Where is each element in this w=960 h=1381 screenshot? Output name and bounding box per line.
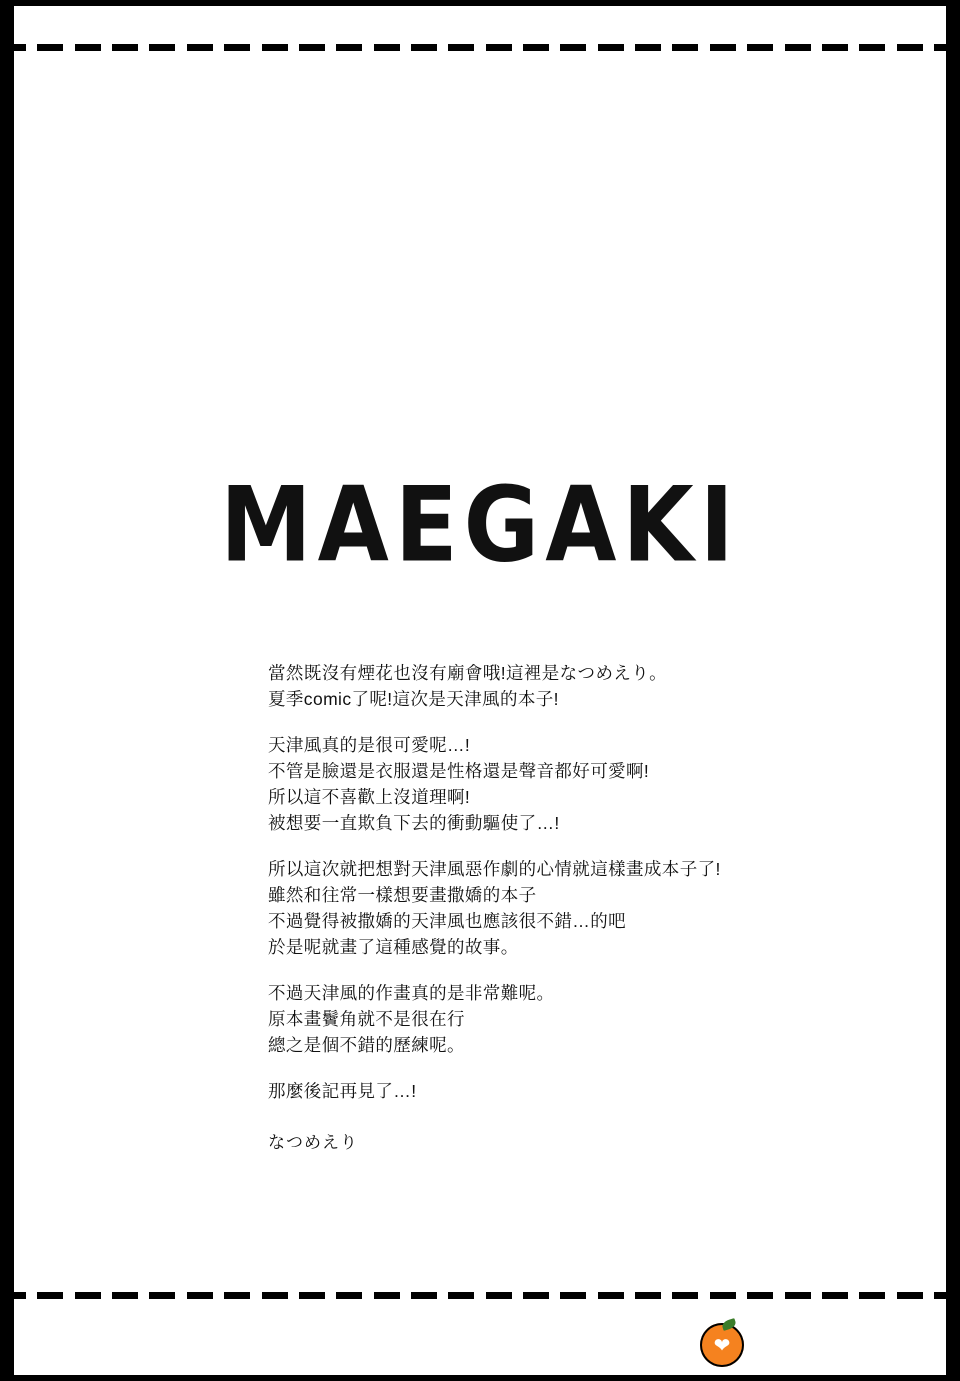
dash-segment bbox=[785, 44, 811, 51]
dash-segment bbox=[112, 1292, 138, 1299]
afterword-line: 被想要一直欺負下去的衝動驅使了…! bbox=[268, 813, 560, 833]
author-signature: なつめえり bbox=[268, 1133, 358, 1152]
dash-segment bbox=[299, 1292, 325, 1299]
dash-segment bbox=[747, 44, 773, 51]
watermark-text bbox=[752, 1324, 857, 1366]
heart-icon bbox=[700, 1323, 744, 1367]
dash-segment bbox=[822, 44, 848, 51]
dash-segment bbox=[448, 44, 474, 51]
dash-segment bbox=[149, 1292, 175, 1299]
afterword-body bbox=[268, 660, 888, 1156]
dash-segment bbox=[598, 1292, 624, 1299]
dash-segment bbox=[411, 44, 437, 51]
dash-segment bbox=[75, 44, 101, 51]
dash-segment bbox=[785, 1292, 811, 1299]
afterword-line: 天津風真的是很可愛呢…! bbox=[268, 735, 471, 755]
dash-segment bbox=[672, 1292, 698, 1299]
afterword-line: 不管是臉還是衣服還是性格還是聲音都好可愛啊! bbox=[268, 761, 650, 781]
dash-segment bbox=[635, 44, 661, 51]
dash-segment bbox=[560, 1292, 586, 1299]
dash-segment bbox=[37, 44, 63, 51]
dash-segment bbox=[710, 44, 736, 51]
afterword-line: 不過天津風的作畫真的是非常難呢。 bbox=[268, 983, 555, 1003]
dash-segment bbox=[822, 1292, 848, 1299]
dash-segment bbox=[448, 1292, 474, 1299]
dash-segment bbox=[560, 44, 586, 51]
afterword-line: 不過覺得被撒嬌的天津風也應該很不錯…的吧 bbox=[268, 911, 626, 931]
dash-segment bbox=[262, 1292, 288, 1299]
dash-segment bbox=[598, 44, 624, 51]
dash-segment bbox=[486, 44, 512, 51]
dash-segment bbox=[336, 1292, 362, 1299]
dash-segment bbox=[224, 44, 250, 51]
dash-segment bbox=[897, 1292, 923, 1299]
dash-segment bbox=[859, 1292, 885, 1299]
dash-segment bbox=[710, 1292, 736, 1299]
dash-segment bbox=[187, 44, 213, 51]
dash-segment bbox=[635, 1292, 661, 1299]
afterword-line: 於是呢就畫了這種感覺的故事。 bbox=[268, 937, 519, 957]
afterword-paragraph bbox=[268, 660, 888, 712]
page-title-wrapper bbox=[0, 465, 960, 586]
afterword-paragraph bbox=[268, 856, 888, 960]
dash-segment bbox=[187, 1292, 213, 1299]
dash-segment bbox=[747, 1292, 773, 1299]
afterword-paragraph bbox=[268, 980, 888, 1058]
site-url: 18comic.org bbox=[752, 1348, 857, 1367]
dash-segment bbox=[299, 44, 325, 51]
afterword-line: 所以這次就把想對天津風惡作劇的心情就這樣畫成本子了! bbox=[268, 859, 721, 879]
dash-segment bbox=[374, 1292, 400, 1299]
dash-segment bbox=[374, 44, 400, 51]
afterword-line: 夏季comic了呢!這次是天津風的本子! bbox=[268, 689, 559, 709]
dash-segment bbox=[672, 44, 698, 51]
dash-segment bbox=[0, 1292, 26, 1299]
site-name: 禁漫天堂 bbox=[752, 1323, 848, 1350]
dash-segment bbox=[934, 1292, 960, 1299]
site-watermark bbox=[700, 1317, 940, 1373]
afterword-line: 當然既沒有煙花也沒有廟會哦!這裡是なつめえり。 bbox=[268, 663, 668, 683]
afterword-line: 雖然和往常一樣想要畫撒嬌的本子 bbox=[268, 885, 537, 905]
dash-segment bbox=[897, 44, 923, 51]
dash-segment bbox=[75, 1292, 101, 1299]
leaf-icon bbox=[721, 1318, 737, 1331]
afterword-paragraph bbox=[268, 1078, 888, 1104]
dash-segment bbox=[262, 44, 288, 51]
dash-segment bbox=[934, 44, 960, 51]
afterword-line: 總之是個不錯的歷練呢。 bbox=[268, 1035, 465, 1055]
page-title: MAEGAKI bbox=[220, 465, 740, 586]
dash-segment bbox=[859, 44, 885, 51]
bottom-dashed-border bbox=[0, 1290, 960, 1300]
afterword-paragraph bbox=[268, 732, 888, 836]
afterword-line: 所以這不喜歡上沒道理啊! bbox=[268, 787, 471, 807]
dash-segment bbox=[486, 1292, 512, 1299]
dash-segment bbox=[224, 1292, 250, 1299]
dash-segment bbox=[0, 44, 26, 51]
dash-segment bbox=[37, 1292, 63, 1299]
dash-segment bbox=[336, 44, 362, 51]
afterword-line: 原本畫鬢角就不是很在行 bbox=[268, 1009, 465, 1029]
dash-segment bbox=[523, 1292, 549, 1299]
top-dashed-border bbox=[0, 42, 960, 52]
dash-segment bbox=[411, 1292, 437, 1299]
dash-segment bbox=[523, 44, 549, 51]
dash-segment bbox=[112, 44, 138, 51]
dash-segment bbox=[149, 44, 175, 51]
afterword-line: 那麼後記再見了…! bbox=[268, 1081, 417, 1101]
heart-glyph: ❤ bbox=[713, 1334, 731, 1357]
